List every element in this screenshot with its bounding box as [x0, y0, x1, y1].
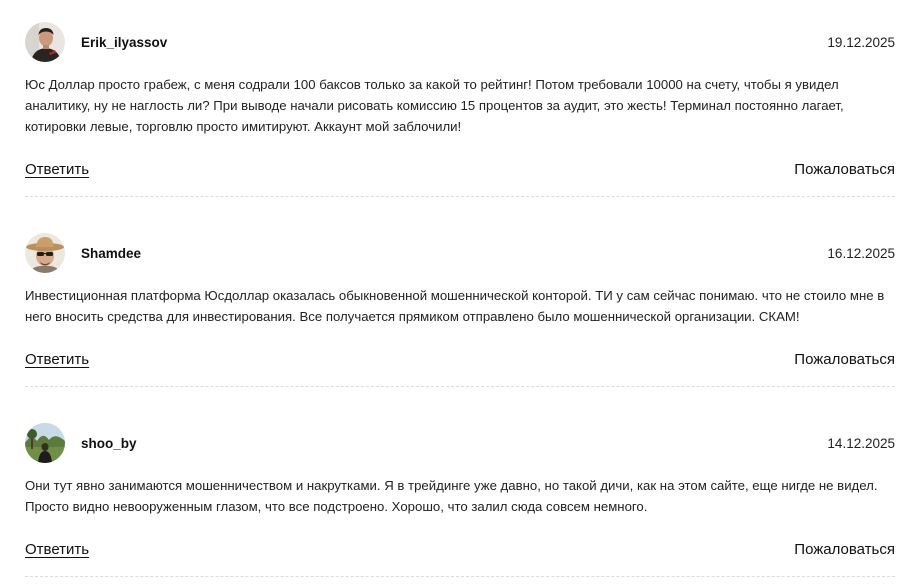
avatar-man-hat-sunglasses-icon	[25, 233, 65, 273]
review-date: 19.12.2025	[827, 35, 895, 50]
review-divider	[25, 576, 895, 577]
report-button[interactable]: Пожаловаться	[794, 541, 895, 558]
avatar[interactable]	[25, 22, 65, 62]
review-text: Инвестиционная платформа Юсдоллар оказалась обыкновенной мошеннической конторой. ТИ у сам сейчас понимаю. что не стоило мне в него вносить средства для инвестирования. Все получается прямиком отправлено было мошеннической организации. СКАМ!	[25, 288, 885, 324]
review-text: Юс Доллар просто грабеж, с меня содрали 100 баксов только за какой то рейтинг! Потом требовали 10000 на счету, чтобы я увидел аналитику, ну не наглость ли? При выводе начали рисовать комиссию 15 процентов за аудит, это жесть! Терминал постоянно лагает, котировки левые, торговлю просто имитируют. Аккаунт мой заблочили!	[25, 77, 844, 134]
review-author: Erik_ilyassov	[81, 34, 168, 50]
review-header	[25, 22, 895, 62]
reply-button[interactable]: Ответить	[25, 541, 90, 558]
review-date: 14.12.2025	[827, 436, 895, 451]
avatar-person-outdoors-icon	[25, 423, 65, 463]
review-author: shoo_by	[81, 435, 137, 451]
avatar[interactable]	[25, 423, 65, 463]
review-text: Они тут явно занимаются мошенничеством и накрутками. Я в трейдинге уже давно, но такой дичи, как на этом сайте, еще нигде не видел. Просто видно невооруженным глазом, что все подстроено. Хорошо, что залил сюда совсем немного.	[25, 478, 878, 514]
report-button[interactable]: Пожаловаться	[794, 161, 895, 178]
avatar-man-dark-shirt-icon	[25, 22, 65, 62]
review-divider	[25, 386, 895, 387]
review-date: 16.12.2025	[827, 246, 895, 261]
review-item	[25, 233, 895, 327]
review-actions	[25, 161, 895, 178]
review-actions	[25, 541, 895, 558]
review-actions	[25, 351, 895, 368]
review-header	[25, 233, 895, 273]
avatar[interactable]	[25, 233, 65, 273]
review-item	[25, 423, 895, 517]
review-author: Shamdee	[81, 245, 142, 261]
reply-button[interactable]: Ответить	[25, 351, 90, 368]
review-item	[25, 22, 895, 137]
report-button[interactable]: Пожаловаться	[794, 351, 895, 368]
review-header	[25, 423, 895, 463]
review-divider	[25, 196, 895, 197]
reply-button[interactable]: Ответить	[25, 161, 90, 178]
